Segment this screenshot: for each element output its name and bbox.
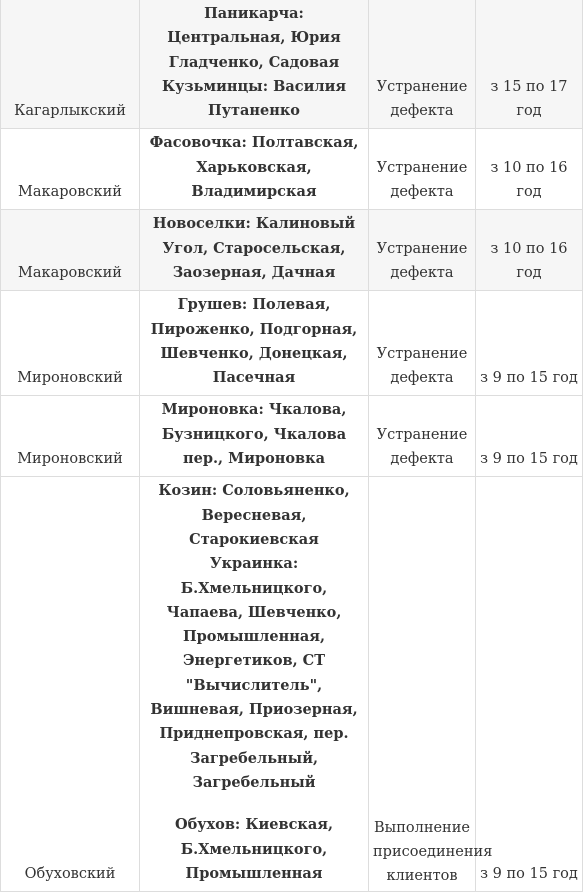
time-cell: з 9 по 15 год [476,291,583,396]
time-cell: з 9 по 15 год [476,477,583,892]
work-type-cell: Выполнение присоединения клиентов [369,477,476,892]
work-type-cell: Устранение дефекта [369,291,476,396]
work-type-cell: Устранение дефекта [369,129,476,210]
table-row [1,0,583,129]
streets-cell [140,0,369,129]
district-cell: Кагарлыкский [1,0,140,129]
table-row [1,291,583,396]
streets-locality: Паникарчa: Центральная, Юрия Гладченко, Садовая [167,5,341,71]
work-type-cell: Устранение дефекта [369,0,476,129]
streets-cell [140,291,369,396]
streets-cell [140,129,369,210]
time-cell: з 15 по 17 год [476,0,583,129]
streets-locality: Украинка: Б.Хмельницкого, Чапаева, Шевченко, Промышленная, Энергетиков, СТ "Вычислитель", Вишневая, Приозерная, Приднепровская, пер. Загребельный, Загребельный [150,555,358,791]
streets-cell [140,396,369,477]
streets-locality: Мироновка: Чкалова, Бузницкого, Чкалова пер., Мироновка [161,401,347,468]
district-cell: Мироновский [1,291,140,396]
district-cell: Макаровский [1,129,140,210]
district-cell: Макаровский [1,210,140,291]
streets-cell [140,210,369,291]
table-row [1,477,583,892]
streets-locality: Фасовочка: Полтавская, Харьковская, Владимирская [149,134,359,201]
district-cell: Обуховский [1,477,140,892]
table-row [1,129,583,210]
work-type-cell: Устранение дефекта [369,396,476,477]
work-type-cell: Устранение дефекта [369,210,476,291]
streets-locality: Козин: Соловьяненко, Вересневая, Старокиевская [158,482,350,548]
streets-locality: Кузьминцы: Василия Путаненко [161,77,347,120]
time-cell: з 10 по 16 год [476,210,583,291]
time-cell: з 9 по 15 год [476,396,583,477]
table-row [1,396,583,477]
table-row [1,210,583,291]
streets-locality: Обухов: Киевская, Б.Хмельницкого, Промышленная [174,816,334,882]
district-cell: Мироновский [1,396,140,477]
streets-locality: Грушев: Полевая, Пироженко, Подгорная, Шевченко, Донецкая, Пасечная [150,296,358,387]
streets-cell [140,477,369,892]
streets-locality: Новоселки: Калиновый Угол, Старосельская, Заозерная, Дачная [152,215,356,281]
time-cell: з 10 по 16 год [476,129,583,210]
